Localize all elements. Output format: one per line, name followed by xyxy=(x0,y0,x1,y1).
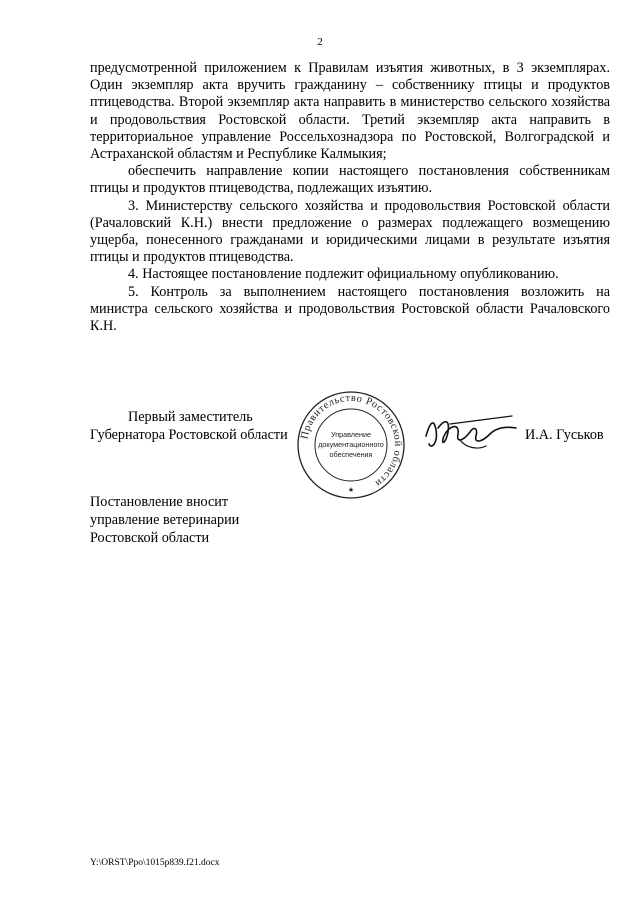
handwritten-signature xyxy=(420,410,520,455)
issuer-note xyxy=(90,493,239,547)
paragraph-act-copies: предусмотренной приложением к Правилам изъятия животных, в 3 экземплярах. Один экземпляр акта вручить гражданину – собственнику птицы и продуктов птицеводства. Второй экземпляр акта направить в министерство сельского хозяйства и продовольствия Ростовской области. Третий экземпляр акта направить в территориальное управление Россельхознадзора по Ростовской, Волгоградской и Астраханской областям и Республике Калмыкия; xyxy=(90,60,610,163)
paragraph-item-5: 5. Контроль за выполнением настоящего постановления возложить на министра сельского хозяйства и продовольствия Ростовской области Рачаловского К.Н. xyxy=(90,283,610,335)
signatory-title-line1: Первый заместитель xyxy=(128,409,253,425)
svg-text:Управление: Управление xyxy=(331,430,371,439)
svg-text:Правительство Ростовской облас: Правительство Ростовской области xyxy=(299,392,404,489)
paragraph-item-3: 3. Министерству сельского хозяйства и продовольствия Ростовской области (Рачаловский К.Н.) внести предложение о размерах подлежащего возмещению ущерба, понесенного гражданами и юридическими лицами в результате изъятия птицы и продуктов птицеводства. xyxy=(90,197,610,266)
signatory-name: И.А. Гуськов xyxy=(525,427,604,443)
paragraph-send-copies: обеспечить направление копии настоящего постановления собственникам птицы и продуктов птицеводства, подлежащих изъятию. xyxy=(90,163,610,197)
issuer-line2: управление ветеринарии xyxy=(90,512,240,528)
paragraph-item-4: 4. Настоящее постановление подлежит официальному опубликованию. xyxy=(128,266,559,283)
svg-text:документационного: документационного xyxy=(318,440,384,449)
document-body xyxy=(90,60,610,335)
file-path: Y:\ORST\Ppo\1015p839.f21.docx xyxy=(90,858,220,868)
official-seal xyxy=(296,390,406,500)
svg-text:обеспечения: обеспечения xyxy=(329,450,373,459)
svg-text:★: ★ xyxy=(347,486,355,494)
issuer-line3: Ростовской области xyxy=(90,530,210,546)
issuer-line1: Постановление вносит xyxy=(90,494,229,510)
signatory-title-line2: Губернатора Ростовской области xyxy=(90,427,288,443)
page-number: 2 xyxy=(317,36,323,48)
